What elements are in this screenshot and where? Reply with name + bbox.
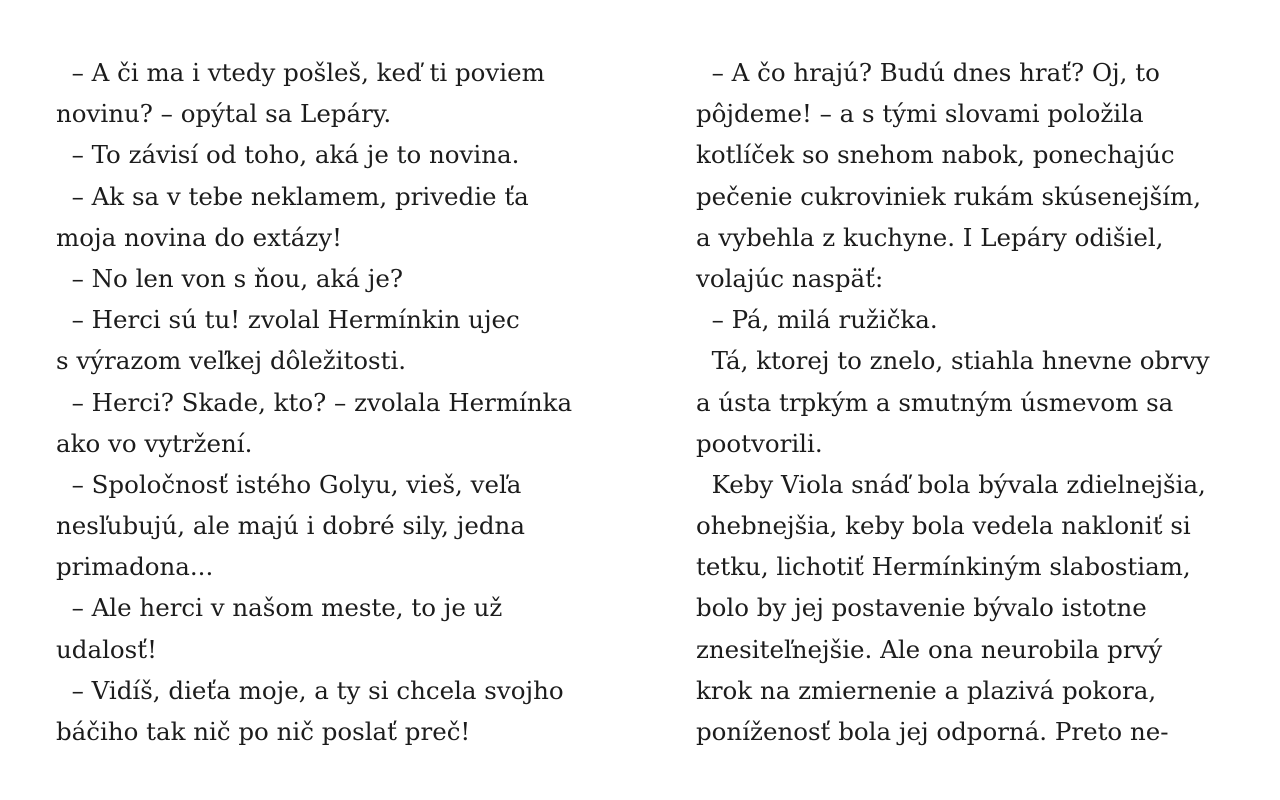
right-page-text (696, 52, 1256, 752)
text-line: primadona... (56, 552, 214, 582)
text-line: a vybehla z kuchyne. I Lepáry odišiel, (696, 222, 1164, 252)
text-line: pečenie cukroviniek rukám skúsenejším, (696, 181, 1202, 211)
text-line: kotlíček so snehom nabok, ponechajúc (696, 140, 1175, 170)
text-line: pôjdeme! – a s tými slovami položila (696, 99, 1144, 129)
text-line: ohebnejšia, keby bola vedela nakloniť si (696, 511, 1191, 541)
text-line: moja novina do extázy! (56, 222, 342, 252)
text-line: pootvorili. (696, 428, 823, 458)
text-line: ako vo vytržení. (56, 428, 253, 458)
text-line: – A či ma i vtedy pošleš, keď ti poviem (56, 58, 545, 87)
text-line: – Ale herci v našom meste, to je už (56, 593, 503, 623)
text-line: – Herci sú tu! zvolal Hermínkin ujec (56, 305, 520, 335)
text-line: s výrazom veľkej dôležitosti. (56, 346, 407, 376)
text-line: novinu? – opýtal sa Lepáry. (56, 99, 392, 129)
left-page-text (56, 52, 616, 752)
text-line: – Pá, milá ružička. (696, 305, 938, 335)
text-line: báčiho tak nič po nič poslať preč! (56, 717, 471, 746)
text-line: – To závisí od toho, aká je to novina. (56, 140, 520, 170)
text-line: – A čo hrajú? Budú dnes hrať? Oj, to (696, 58, 1160, 87)
text-line: Tá, ktorej to znelo, stiahla hnevne obrvy (696, 346, 1210, 376)
text-line: a ústa trpkým a smutným úsmevom sa (696, 387, 1174, 417)
text-line: – Spoločnosť istého Golyu, vieš, veľa (56, 469, 522, 499)
text-line: – Herci? Skade, kto? – zvolala Hermínka (56, 387, 573, 417)
text-line: volajúc naspäť: (696, 263, 884, 293)
text-line: – Vidíš, dieťa moje, a ty si chcela svojho (56, 675, 564, 705)
text-line: tetku, lichotiť Hermínkiným slabostiam, (696, 552, 1191, 582)
text-line: poníženosť bola jej odporná. Preto ne- (696, 717, 1169, 746)
text-line: udalosť! (56, 634, 157, 664)
text-line: nesľubujú, ale majú i dobré sily, jedna (56, 511, 525, 541)
text-line: – Ak sa v tebe neklamem, privedie ťa (56, 181, 529, 211)
text-line: Keby Viola snáď bola bývala zdielnejšia, (696, 469, 1206, 499)
text-line: – No len von s ňou, aká je? (56, 263, 403, 293)
text-line: znesiteľnejšie. Ale ona neurobila prvý (696, 634, 1163, 664)
text-line: krok na zmiernenie a plazivá pokora, (696, 675, 1157, 705)
text-line: bolo by jej postavenie bývalo istotne (696, 593, 1147, 623)
